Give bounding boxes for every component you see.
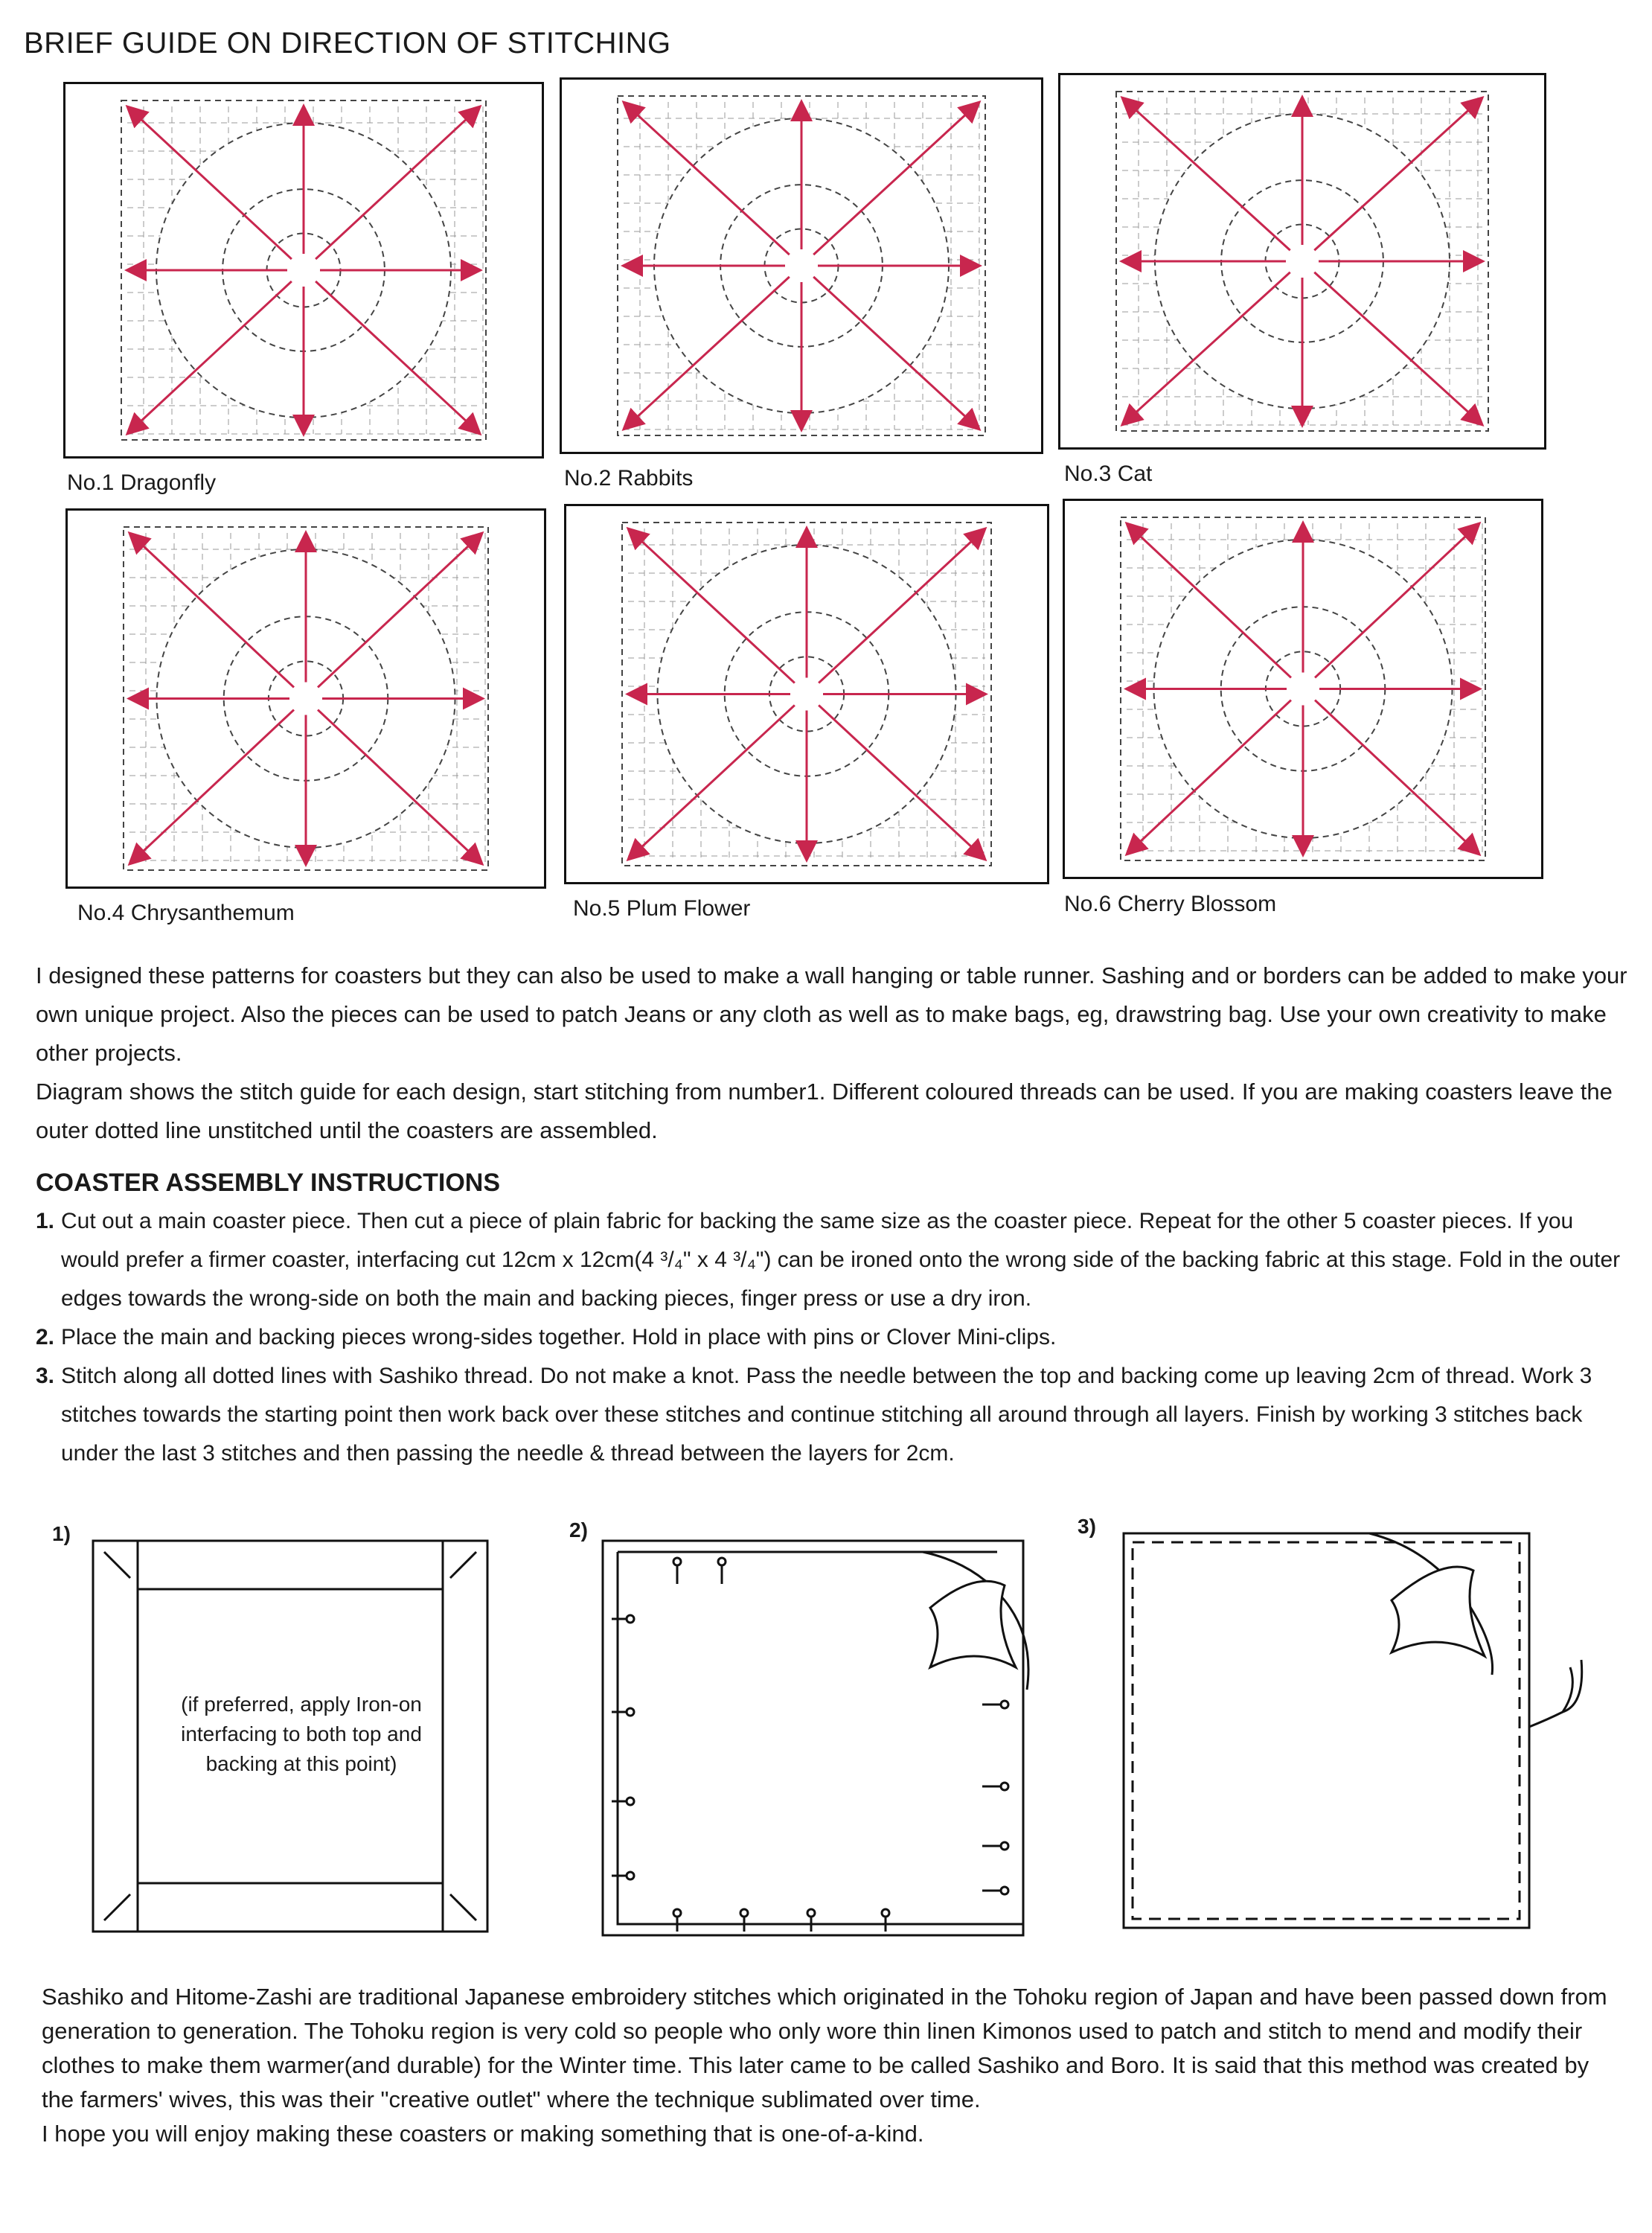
pattern-panel-dragonfly <box>63 82 544 459</box>
assembly-heading: COASTER ASSEMBLY INSTRUCTIONS <box>36 1169 501 1197</box>
stitched-coaster-illustration <box>1094 1518 1615 1958</box>
intro-paragraph-2: Diagram shows the stitch guide for each design, start stitching from number1. Different coloured threads can be used. If you are making coasters leave the outer dotted line unstitched until the coasters are assembled. <box>36 1079 1613 1143</box>
assembly-step-2 <box>36 1318 1628 1357</box>
caption-rabbits: No.2 Rabbits <box>564 466 694 491</box>
figure-2-label: 2) <box>569 1518 588 1542</box>
intro-text <box>36 956 1628 1150</box>
stitch-diagram-cherry-blossom <box>1065 501 1541 877</box>
figure-pinned-pieces <box>588 1518 1049 1958</box>
closing-paragraph: I hope you will enjoy making these coasters or making something that is one-of-a-kind. <box>42 2121 924 2147</box>
step-text: Cut out a main coaster piece. Then cut a piece of plain fabric for backing the same size as the coaster piece. Repeat for the other 5 coaster pieces. If you would prefer a firmer coaster, interfacing cut 12cm x 12cm(4 ³/₄" x 4 ³/₄") can be ironed onto the wrong side of the backing fabric at this stage. Fold in the outer edges towards the wrong-side on both the main and backing pieces, finger press or use a dry iron. <box>61 1209 1621 1311</box>
stitch-diagram-cat <box>1060 75 1544 447</box>
step-text: Place the main and backing pieces wrong-sides together. Hold in place with pins or Clover Mini-clips. <box>61 1325 1057 1349</box>
step-number: 3. <box>36 1364 55 1388</box>
stitch-diagram-plum-flower <box>566 506 1047 882</box>
pattern-panel-cat <box>1058 73 1546 450</box>
stitch-diagram-rabbits <box>562 80 1041 452</box>
pattern-panel-cherry-blossom <box>1063 499 1543 879</box>
assembly-step-3 <box>36 1357 1628 1473</box>
figure-3-label: 3) <box>1078 1515 1096 1538</box>
caption-cat: No.3 Cat <box>1064 461 1153 486</box>
caption-plum-flower: No.5 Plum Flower <box>573 896 751 921</box>
figure-1-label: 1) <box>52 1522 71 1545</box>
step-number: 1. <box>36 1209 55 1233</box>
pattern-panel-rabbits <box>560 77 1043 454</box>
caption-cherry-blossom: No.6 Cherry Blossom <box>1064 892 1277 916</box>
step-text: Stitch along all dotted lines with Sashiko thread. Do not make a knot. Pass the needle between the top and backing come up leaving 2cm of thread. Work 3 stitches towards the starting point then work back over these stitches and continue stitching all around through all layers. Finish by working 3 stitches back under the last 3 stitches and then passing the needle & thread between the layers for 2cm. <box>61 1364 1592 1466</box>
stitch-diagram-chrysanthemum <box>68 511 544 887</box>
page-title: BRIEF GUIDE ON DIRECTION OF STITCHING <box>24 27 671 60</box>
pinned-fabric-illustration <box>588 1518 1049 1958</box>
figure-stitching-edges <box>1094 1518 1615 1958</box>
interfacing-note: (if preferred, apply Iron-on interfacing to both top and backing at this point) <box>181 1693 422 1775</box>
stitch-diagram-dragonfly <box>65 84 542 456</box>
caption-dragonfly: No.1 Dragonfly <box>67 470 217 495</box>
step-number: 2. <box>36 1325 55 1349</box>
history-paragraph: Sashiko and Hitome-Zashi are traditional Japanese embroidery stitches which originated in the Tohoku region of Japan and have been passed down from generation to generation. The Tohoku region is very cold so people who only wore thin linen Kimonos used to patch and stitch to mend and modify their clothes to make them warmer(and durable) for the Winter time. This later came to be called Sashiko and Boro. It is said that this method was created by the farmers' wives, this was their "creative outlet" where the technique sublimated over time. <box>42 1984 1607 2112</box>
assembly-step-1 <box>36 1202 1628 1318</box>
pattern-panel-chrysanthemum <box>65 508 546 889</box>
pattern-panel-plum-flower <box>564 504 1049 884</box>
assembly-steps <box>36 1202 1628 1473</box>
intro-paragraph-1: I designed these patterns for coasters but they can also be used to make a wall hanging or table runner. Sashing and or borders can be added to make your own unique project. Also the pieces can be used to patch Jeans or any cloth as well as to make bags, eg, drawstring bag. Use your own creativity to make other projects. <box>36 962 1627 1066</box>
history-text <box>42 1980 1619 2151</box>
caption-chrysanthemum: No.4 Chrysanthemum <box>77 901 295 925</box>
